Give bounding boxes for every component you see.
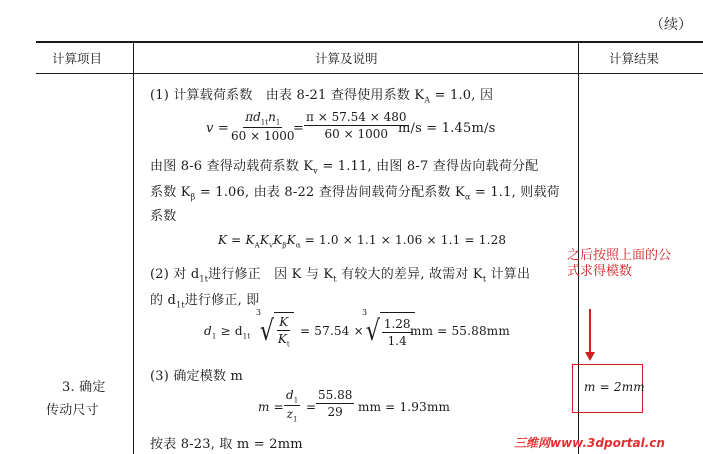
item-name-line1: 3. 确定 xyxy=(62,380,106,395)
eq-k: $K = K_AK_vK_\beta K_\alpha = 1.0 \times 1.1 \times 1.06 \times 1.1 = 1.28$ xyxy=(218,233,507,250)
header-bottom-rule xyxy=(36,73,703,74)
step-1-text: (1) 计算载荷系数 由表 8-21 查得使用系数 $K_A = 1.0$, 因 xyxy=(150,88,494,105)
eq-m-fraction-1: $\frac{d_1}{z_1}$ xyxy=(286,388,299,424)
column-divider-1 xyxy=(133,41,134,454)
eq-m-result: mm = 1.93mm xyxy=(358,400,451,414)
eq-v-fraction-1: $\frac{\pi d_{1t}n_1}{60 \times 1000}$ xyxy=(231,110,295,144)
eq-m-lhs: m = xyxy=(258,400,284,414)
eq-v-result: m/s = 1.45m/s xyxy=(398,121,496,136)
continued-label: （续） xyxy=(650,17,692,33)
paragraph-2-line3: 系数 xyxy=(150,209,177,224)
annotation-line2: 式求得模数 xyxy=(567,264,633,279)
item-name-line2: 传动尺寸 xyxy=(46,403,99,418)
result-value: m = 2mm xyxy=(584,380,645,394)
eq-d-lhs: $d_1 \ge d_{1t}$ xyxy=(204,324,251,341)
step-2-line1: (2) 对 $d_{1t}$进行修正 因 K 与 $K_t$ 有较大的差异, 故需对 $K_t$ 计算出 xyxy=(150,267,531,284)
eq-d-result: mm = 55.88mm xyxy=(410,324,510,338)
final-selection: 按表 8-23, 取 m = 2mm xyxy=(150,437,303,452)
annotation-arrow-head xyxy=(585,352,595,361)
eq-v-fraction-2: $\frac{\pi \times 57.54 \times 480}{60 \times 1000}$ xyxy=(306,110,407,141)
step-2-line2: 的 $d_{1t}$进行修正, 即 xyxy=(150,293,260,310)
header-calculation: 计算及说明 xyxy=(315,51,378,66)
paragraph-2-line1: 由图 8-6 查得动载荷系数 $K_v = 1.11$, 由图 8-7 查得齿向载荷分配 xyxy=(150,159,539,176)
watermark: 三维网www.3dportal.cn xyxy=(514,436,665,450)
eq-d-root-1-fraction: $\frac{K}{K_t}$ xyxy=(277,315,290,349)
eq-d-root-2-fraction: $\frac{1.28}{1.4}$ xyxy=(383,316,411,348)
eq-m-fraction-2: $\frac{55.88}{29}$ xyxy=(318,388,353,419)
header-result: 计算结果 xyxy=(609,51,660,66)
annotation-line1: 之后按照上面的公 xyxy=(567,248,672,263)
eq-v-equals: = xyxy=(293,121,305,136)
header-item: 计算项目 xyxy=(52,51,103,66)
eq-d-root-2: 3 √ $\frac{1.28}{1.4}$ xyxy=(364,312,415,350)
annotation-arrow-shaft xyxy=(589,309,591,352)
eq-d-mid: = 57.54 × xyxy=(300,324,364,338)
paragraph-2-line2: 系数 $K_\beta = 1.06$, 由表 8-22 查得齿间载荷分配系数 $K_\alpha = 1.1$, 则载荷 xyxy=(150,185,560,202)
step-3-text: (3) 确定模数 m xyxy=(150,369,244,384)
table-top-rule xyxy=(36,41,703,43)
eq-v-lhs: v = xyxy=(206,121,229,136)
eq-d-root-1: 3 √ $\frac{K}{K_t}$ xyxy=(258,312,294,350)
eq-m-equals: = xyxy=(306,400,317,414)
